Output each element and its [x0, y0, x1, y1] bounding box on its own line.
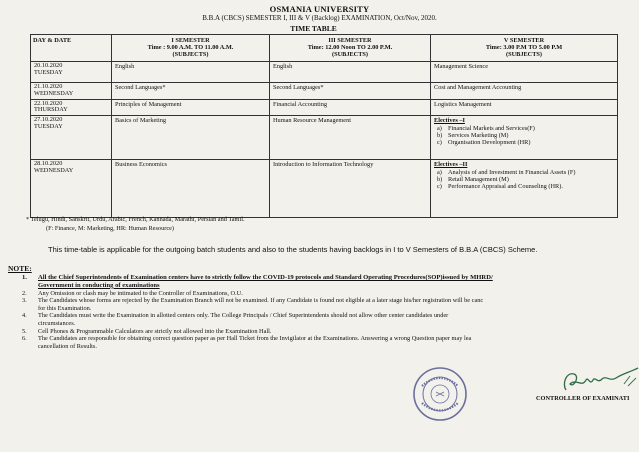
list-item: b) Retail Management (M): [437, 175, 509, 183]
signature: [560, 364, 639, 396]
column-header-date: DAY & DATE: [31, 35, 112, 62]
sem3-subject: Introduction to Information Technology: [270, 160, 431, 218]
university-name: OSMANIA UNIVERSITY: [269, 4, 370, 14]
sem1-subject: Business Economics: [112, 160, 270, 218]
electives-list: [434, 125, 614, 147]
sem3-subject: English: [270, 61, 431, 82]
sem1-subject: Basics of Marketing: [112, 116, 270, 160]
note-item: 6. The Candidates are responsible for obtaining correct question paper as per Hall Ticket from the Invigilator at the Examinations. Answering a wrong Question paper may lea cancellation of Results.: [22, 335, 472, 350]
date-cell: 21.10.2020 WEDNESDAY: [31, 82, 112, 99]
date-cell: 22.10.2020 THURSDAY: [31, 99, 112, 116]
sem5-electives: [431, 116, 618, 160]
column-header-sem1: I SEMESTER Time : 9.00 A.M. TO 11.00 A.M. (SUBJECTS): [112, 35, 270, 62]
electives-heading: Electives –I: [434, 117, 465, 125]
signatory-title: CONTROLLER OF EXAMINATI: [536, 395, 630, 402]
list-item: a) Analysis of and Investment in Financial Assets (F): [437, 168, 576, 176]
note-item: 4. The Candidates must write the Examination in allotted centers only. The College Principals / Chief Superintendents should not allow other center candidates under circumstances.: [22, 312, 449, 327]
list-item: c) Organisation Development (HR): [437, 139, 531, 147]
table-row: [31, 160, 618, 218]
table-header-row: [31, 35, 618, 62]
sem1-subject: Second Languages*: [112, 82, 270, 99]
sem5-subject: Management Science: [431, 61, 618, 82]
list-item: a) Financial Markets and Services(F): [437, 124, 535, 132]
applicability-statement: This time-table is applicable for the outgoing batch students and also to the students having backlogs in I to V Semesters of B.B.A (CBCS) Scheme.: [48, 245, 538, 254]
table-row: [31, 61, 618, 82]
exam-title: B.B.A (CBCS) SEMESTER I, III & V (Backlog) EXAMINATION, Oct/Nov, 2020.: [202, 14, 437, 22]
list-item: c) Performance Appraisal and Counseling (HR).: [437, 183, 563, 191]
date-cell: 27.10.2020 TUESDAY: [31, 116, 112, 160]
office-seal-stamp: [412, 366, 468, 422]
notes-list: [8, 274, 639, 350]
sem3-subject: Human Resource Management: [270, 116, 431, 160]
note-item: 3. The Candidates whose forms are rejected by the Examination Branch will not be examined. If any Candidate is found not eligible at a later stage his/her registration will be canc for this Examination.: [22, 297, 484, 312]
column-header-sem5: V SEMESTER Time: 3.00 P.M TO 5.00 P.M (SUBJECTS): [431, 35, 618, 62]
sem1-subject: Principles of Management: [112, 99, 270, 116]
note-item: 1. All the Chief Superintendents of Examination centers have to strictly follow the COVID-19 protocols and Standard Operating Procedures(SOP)issued by MHRD/ Government in conducting of examinations: [22, 274, 493, 289]
time-table-heading: TIME TABLE: [290, 24, 337, 33]
date-cell: 28.10.2020 WEDNESDAY: [31, 160, 112, 218]
sem5-electives: [431, 160, 618, 218]
note-item: 5. Cell Phones & Programmable Calculators are strictly not allowed into the Examination Hall.: [22, 327, 272, 335]
sem5-subject: Logistics Management: [431, 99, 618, 116]
electives-heading: Electives –II: [434, 161, 468, 169]
sem3-subject: Financial Accounting: [270, 99, 431, 116]
column-header-sem3: III SEMESTER Time: 12.00 Noon TO 2.00 P.M. (SUBJECTS): [270, 35, 431, 62]
note-item: 2. Any Omission or clash may be intimated to the Controller of Examinations, O.U.: [22, 289, 243, 297]
list-item: b) Services Marketing (M): [437, 131, 509, 139]
sem1-subject: English: [112, 61, 270, 82]
abbreviations-footnote: (F: Finance, M: Marketing, HR: Human Resource): [46, 225, 175, 232]
table-row: [31, 116, 618, 160]
date-cell: 20.10.2020 TUESDAY: [31, 61, 112, 82]
time-table: [30, 34, 618, 218]
languages-footnote: * Telugu, Hindi, Sanskrit, Urdu, Arabic, French, Kannada, Marathi, Persian and Tamil.: [26, 216, 245, 223]
table-row: [31, 99, 618, 116]
sem5-subject: Cost and Management Accounting: [431, 82, 618, 99]
electives-list: [434, 169, 614, 191]
sem3-subject: Second Languages*: [270, 82, 431, 99]
note-heading: NOTE:: [8, 264, 32, 273]
table-row: [31, 82, 618, 99]
